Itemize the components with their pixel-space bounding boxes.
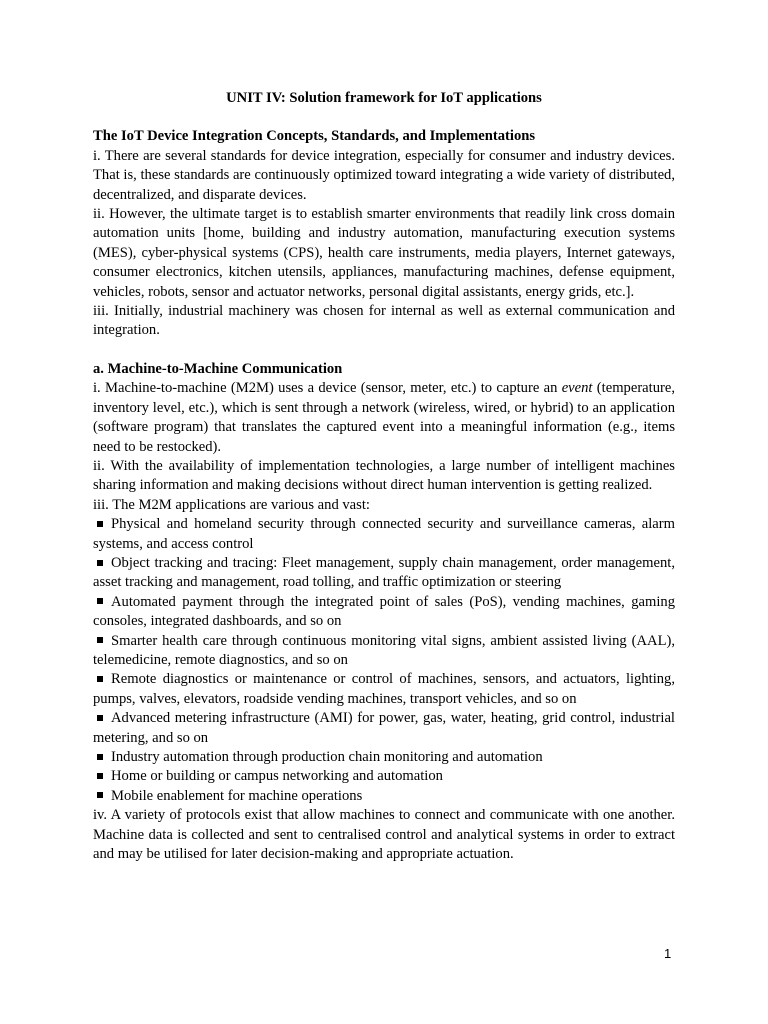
section-heading-m2m: a. Machine-to-Machine Communication xyxy=(93,360,343,377)
list-item-text: Remote diagnostics or maintenance or control of machines, sensors, and actuators, lighting, pumps, valves, elevators, roadside vending machines, transport vehicles, and so on xyxy=(93,671,675,707)
list-item-text: Object tracking and tracing: Fleet management, supply chain management, order management, asset tracking and management, road tolling, and traffic optimization or steering xyxy=(93,554,675,591)
list-item-text: Automated payment through the integrated point of sales (PoS), vending machines, gaming consoles, integrated dashboards, and so on xyxy=(93,593,675,630)
square-bullet-icon xyxy=(97,676,103,682)
list-item xyxy=(93,767,675,786)
list-item xyxy=(93,787,675,806)
page-number: 1 xyxy=(664,946,672,961)
paragraph-1: i. There are several standards for device integration, especially for consumer and industry devices. That is, these standards are continuously optimized toward integrating a wide variety of distributed, decentralized, and disparate devices. xyxy=(93,147,675,203)
paragraph-3: iii. Initially, industrial machinery was chosen for internal as well as external communication and integration. xyxy=(93,303,675,339)
paragraph-2: ii. However, the ultimate target is to establish smarter environments that readily link cross domain automation units [home, building and industry automation, manufacturing execution systems (MES), cyber-physical systems (CPS), health care instruments, media players, Internet gateways, consumer electronics, kitchen utensils, appliances, manufacturing machines, defense equipment, vehicles, robots, sensor and actuator networks, personal digital assistants, energy grids, etc.]. xyxy=(93,206,675,300)
square-bullet-icon xyxy=(97,560,103,566)
square-bullet-icon xyxy=(97,754,103,760)
list-item xyxy=(93,709,675,748)
list-item xyxy=(93,593,675,632)
paragraph-m2m-1-start: i. Machine-to-machine (M2M) uses a device (sensor, meter, etc.) to capture an xyxy=(93,380,562,397)
paragraph-m2m-1 xyxy=(93,379,675,457)
list-item-text: Mobile enablement for machine operations xyxy=(111,787,363,804)
square-bullet-icon xyxy=(97,637,103,643)
paragraph-m2m-4: iv. A variety of protocols exist that allow machines to connect and communicate with one another. Machine data is collected and sent to centralised control and analytical systems in order to extract and may be utilised for later decision-making and appropriate actuation. xyxy=(93,807,675,863)
paragraph-m2m-3: iii. The M2M applications are various and vast: xyxy=(93,496,370,513)
square-bullet-icon xyxy=(97,521,103,527)
list-item-text: Home or building or campus networking and automation xyxy=(111,768,443,785)
paragraph-m2m-1-end: (temperature, inventory level, etc.), which is sent through a network (wireless, wired, or hybrid) to an application (software program) that translates the captured event into a meaningful information (e.g., items need to be restocked). xyxy=(93,380,675,455)
square-bullet-icon xyxy=(97,792,103,798)
list-item xyxy=(93,515,675,554)
list-item-text: Industry automation through production chain monitoring and automation xyxy=(111,749,543,765)
square-bullet-icon xyxy=(97,598,103,604)
emphasis-event: event xyxy=(561,380,593,397)
spacer xyxy=(93,341,675,360)
paragraph-m2m-2: ii. With the availability of implementation technologies, a large number of intelligent machines sharing information and making decisions without direct human intervention is getting realized. xyxy=(93,457,675,494)
list-item xyxy=(93,748,675,767)
document-page xyxy=(93,89,675,864)
list-item xyxy=(93,632,675,671)
list-item-text: Advanced metering infrastructure (AMI) for power, gas, water, heating, grid control, industrial metering, and so on xyxy=(93,710,675,746)
square-bullet-icon xyxy=(97,773,103,779)
document-title: UNIT IV: Solution framework for IoT applications xyxy=(226,90,542,106)
list-item-text: Smarter health care through continuous monitoring vital signs, ambient assisted living (AAL), telemedicine, remote diagnostics, and so on xyxy=(93,632,675,668)
section-heading-device-integration: The IoT Device Integration Concepts, Standards, and Implementations xyxy=(93,128,536,145)
list-item xyxy=(93,554,675,593)
list-item xyxy=(93,670,675,709)
list-item-text: Physical and homeland security through connected security and surveillance cameras, alarm systems, and access control xyxy=(93,516,675,552)
square-bullet-icon xyxy=(97,715,103,721)
